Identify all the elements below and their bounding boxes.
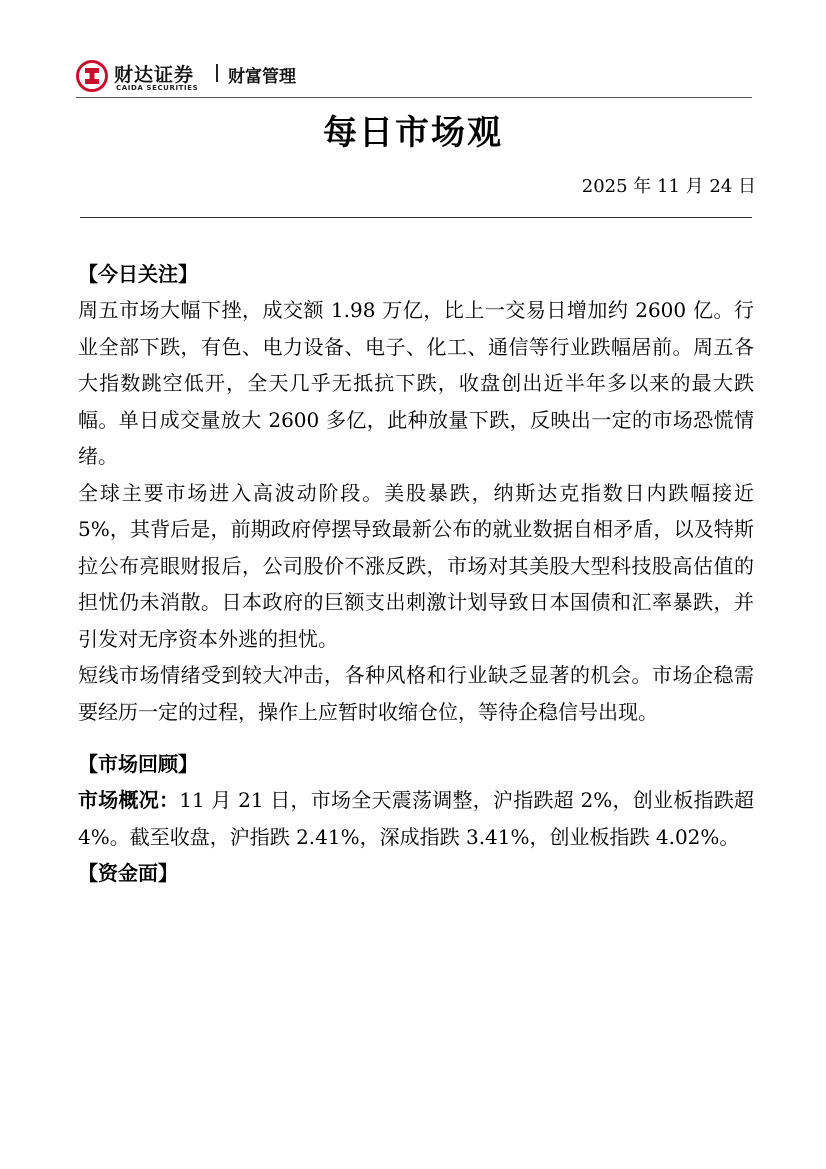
paragraph — [78, 782, 754, 855]
section-funding — [78, 855, 754, 891]
report-date: 2025 年 11 月 24 日 — [581, 176, 756, 197]
brand-subtitle: 财富管理 — [228, 67, 296, 87]
page-header — [76, 56, 752, 98]
report-body — [78, 256, 754, 891]
page-title: 每日市场观 — [323, 113, 503, 153]
date-rule — [80, 217, 752, 218]
brand-name-english: CAIDA SECURITIES — [116, 84, 199, 92]
spacer — [78, 730, 754, 746]
paragraph: 周五市场大幅下挫，成交额 1.98 万亿，比上一交易日增加约 2600 亿。行业全部下跌，有色、电力设备、电子、化工、通信等行业跌幅居前。周五各大指数跳空低开，全天几乎无抵抗下跌，收盘创出近半年多以来的最大跌幅。单日成交量放大 2600 多亿，此种放量下跌，反映出一定的市场恐慌情绪。 — [78, 298, 754, 468]
brand-name: 财达证券 — [114, 64, 195, 86]
caida-logo-icon — [76, 60, 108, 92]
section-heading: 【资金面】 — [78, 861, 178, 885]
paragraph: 全球主要市场进入高波动阶段。美股暴跌，纳斯达克指数日内跌幅接近 5%，其背后是，前期政府停摆导致最新公布的就业数据自相矛盾，以及特斯拉公布亮眼财报后，公司股价不涨反跌，市场对其美股大型科技股高估值的担忧仍未消散。日本政府的巨额支出刺激计划导致日本国债和汇率暴跌，并引发对无序资本外逃的担忧。 — [78, 480, 754, 651]
market-overview-text: 11 月 21 日，市场全天震荡调整，沪指跌超 2%，创业板指跌超 4%。截至收盘，沪指跌 2.41%，深成指跌 3.41%，创业板指跌 4.02%。 — [78, 788, 755, 849]
section-heading: 【市场回顾】 — [78, 752, 198, 776]
market-overview-label: 市场概况： — [78, 788, 180, 812]
brand-divider — [216, 64, 218, 82]
section-heading: 【今日关注】 — [78, 262, 198, 286]
paragraph: 短线市场情绪受到较大冲击，各种风格和行业缺乏显著的机会。市场企稳需要经历一定的过程，操作上应暂时收缩仓位，等待企稳信号出现。 — [78, 663, 754, 724]
header-rule — [76, 97, 752, 98]
section-today-focus — [78, 256, 754, 730]
section-market-review — [78, 746, 754, 855]
